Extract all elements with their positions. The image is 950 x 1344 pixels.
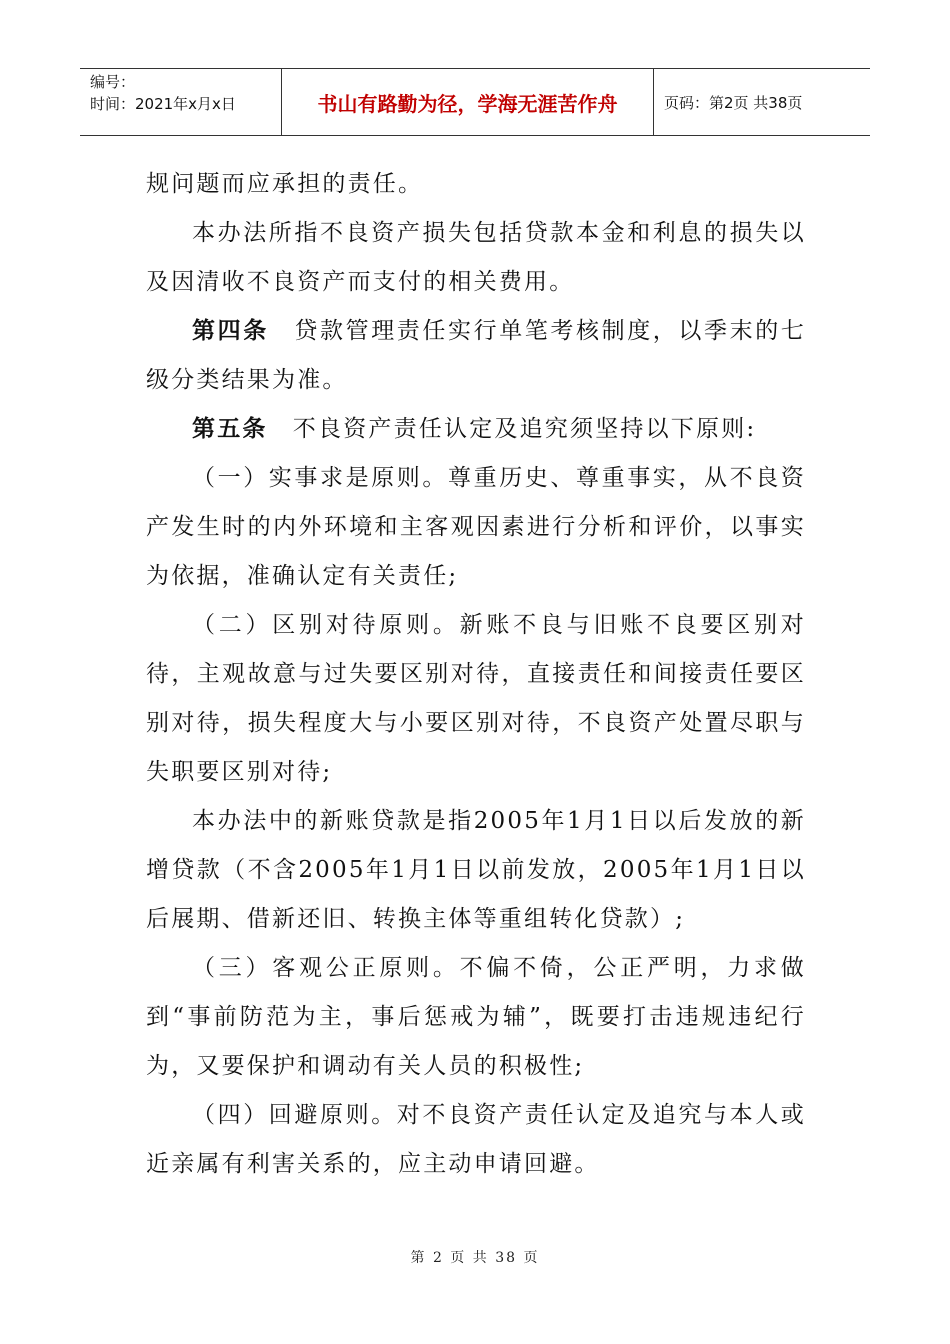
- principle-two: （二）区别对待原则。新账不良与旧账不良要区别对待，主观故意与过失要区别对待，直接责任和间接责任要区别对待，损失程度大与小要区别对待，不良资产处置尽职与失职要区别对待;: [146, 612, 806, 785]
- new-loan-definition: 本办法中的新账贷款是指2005年1月1日以后发放的新增贷款（不含2005年1月1日以前发放，2005年1月1日以后展期、借新还旧、转换主体等重组转化贷款）;: [146, 808, 806, 932]
- article-four-text: 贷款管理责任实行单笔考核制度，以季末的七级分类结果为准。: [146, 318, 807, 393]
- article-five: [146, 405, 806, 454]
- paragraph-loss-definition: 本办法所指不良资产损失包括贷款本金和利息的损失以及因清收不良资产而支付的相关费用。: [146, 220, 806, 295]
- article-four: [146, 307, 806, 405]
- paragraph-continuation: 规问题而应承担的责任。: [146, 171, 424, 197]
- document-body: [146, 160, 806, 1189]
- principle-four: （四）回避原则。对不良资产责任认定及追究与本人或近亲属有利害关系的，应主动申请回避。: [146, 1102, 806, 1177]
- document-time: 时间：2021年x月x日: [90, 95, 236, 113]
- document-number-label: 编号：: [90, 73, 136, 91]
- article-five-text: 不良资产责任认定及追究须坚持以下原则:: [267, 416, 757, 442]
- article-five-label: 第五条: [192, 416, 268, 442]
- page-header: [80, 68, 870, 136]
- principle-three: （三）客观公正原则。不偏不倚，公正严明，力求做到“事前防范为主，事后惩戒为辅”，既要打击违规违纪行为，又要保护和调动有关人员的积极性;: [146, 955, 806, 1079]
- header-page-info: 页码：第2页 共38页: [664, 93, 803, 112]
- header-meta: [80, 69, 282, 135]
- principle-one: （一）实事求是原则。尊重历史、尊重事实，从不良资产发生时的内外环境和主客观因素进行分析和评价，以事实为依据，准确认定有关责任;: [146, 465, 806, 589]
- page-footer: 第 2 页 共 38 页: [410, 1250, 540, 1266]
- header-motto: 书山有路勤为径，学海无涯苦作舟: [282, 69, 654, 135]
- article-four-label: 第四条: [192, 318, 269, 344]
